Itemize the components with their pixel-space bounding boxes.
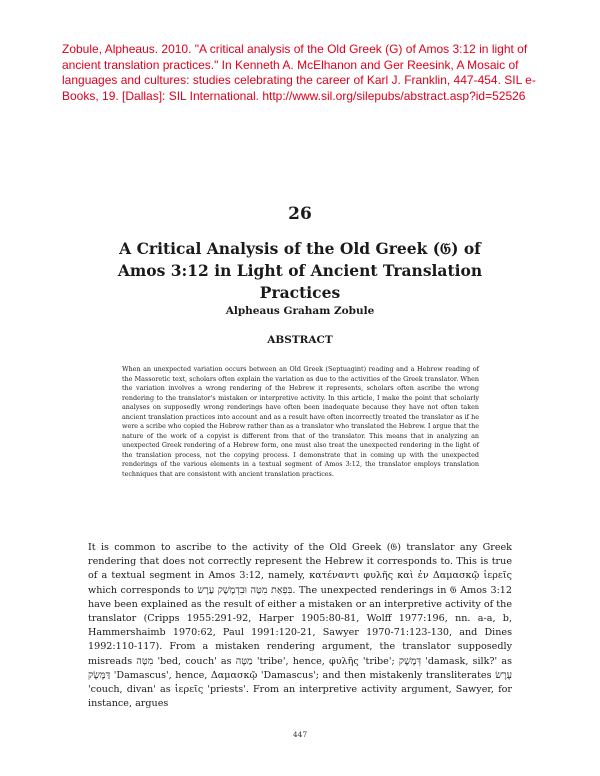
- author-name: Alpheaus Graham Zobule: [225, 305, 375, 317]
- abstract-heading: ABSTRACT: [267, 334, 333, 346]
- body-paragraph: It is common to ascribe to the activity of the Old Greek (𝔊) translator any Greek rendering that does not correctly represent the Hebrew it corresponds to. This is true of a textual segment in Amos 3:12, namely, κατέναντι φυλῆς καὶ ἐν Δαμασκῷ ἱερεῖς which corresponds to בִּפְאַת מִטָּה וּבִדְמֶשֶׁק עָרֶשׂ. The unexpected renderings in 𝔊 Amos 3:12 have been explained as the result of either a mistaken or an interpretive activity of the translator (Cripps 1955:291-92, Harper 1905:80-81, Wolff 1977:196, nn. a-a, b, Hammershaimb 1970:62, Paul 1991:120-21, Sawyer 1970-71:123-130, and Dines 1992:110-117). From a mistaken rendering argument, the translator supposedly misreads מִטָּה 'bed, couch' as מַטֶּה 'tribe', hence, φυλῆς 'tribe'; דְּמֶשֶׁק 'damask, silk?' as דַּמֶּשֶׂק 'Damascus', hence, Δαμασκῷ 'Damascus'; and then mistakenly transliterates עֶרֶשׂ 'couch, divan' as ἱερεῖς 'priests'. From an interpretive activity argument, Sawyer, for instance, argues: [88, 542, 513, 710]
- article-title: A Critical Analysis of the Old Greek (𝔊) of Amos 3:12 in Light of Ancient Translation Practices: [117, 239, 483, 302]
- page-number: 447: [292, 730, 308, 739]
- chapter-number: 26: [288, 204, 312, 224]
- abstract-paragraph: When an unexpected variation occurs between an Old Greek (Septuagint) reading and a Hebrew reading of the Massoretic text, scholars often explain the variation as due to the activities of the Greek translator. When the variation involves a wrong rendering of the Hebrew it represents, scholars often ascribe the wrong rendering to the translator's mistaken or interpretive activity. In this article, I make the point that scholarly analyses on supposedly wrong renderings have often been inadequate because they have not often taken ancient translation practices into account and as a result have often incorrectly treated the translator as if he were a scribe who copied the Hebrew rather than as a translator who translated the Hebrew. I argue that the nature of the work of a copyist is different from that of the translator. This means that in analyzing an unexpected Greek rendering of a Hebrew form, one must also treat the unexpected rendering in the light of the translation process, not the copying process. I demonstrate that in coming up with the unexpected renderings of the various elements in a textual segment of Amos 3:12, the translator employs translation techniques that are consistent with ancient translation practices.: [122, 365, 479, 478]
- citation-header: Zobule, Alpheaus. 2010. "A critical analysis of the Old Greek (G) of Amos 3:12 in light of ancient translation practices." In Kenneth A. McElhanon and Ger Reesink, A Mosaic of languages and cultures: studies celebrating the career of Karl J. Franklin, 447-454. SIL e-Books, 19. [Dallas]: SIL International. http://www.sil.org/silepubs/abstract.asp?id=52526: [62, 42, 536, 103]
